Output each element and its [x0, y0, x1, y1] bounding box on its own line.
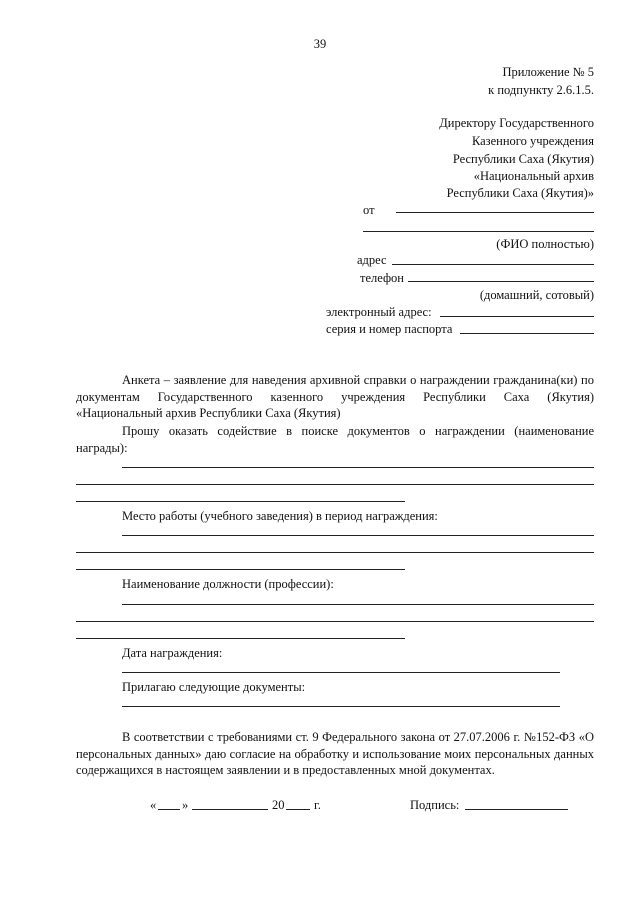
from-field[interactable] [396, 212, 594, 213]
workplace-field[interactable] [76, 569, 405, 570]
phone-field[interactable] [408, 281, 594, 282]
workplace-field[interactable] [76, 552, 594, 553]
award-name-field[interactable] [76, 484, 594, 485]
consent-text: В соответствии с требованиями ст. 9 Федерального закона от 27.07.2006 г. №152-ФЗ «О персональных данных» даю согласие на обработку и использование моих персональных данных содержащихся в настоящем заявлении и в предоставленных мной документах. [76, 730, 594, 777]
addressee-line: «Национальный архив [473, 169, 594, 183]
workplace-field[interactable] [122, 535, 594, 536]
from-label: от [363, 203, 375, 217]
form-intro: Анкета – заявление для наведения архивной справки о награждении гражданина(ки) по документам Государственного казенного учреждения Республики Саха (Якутия) «Национальный архив Республики Саха (Якутия) [76, 373, 594, 420]
year-suffix: г. [314, 798, 321, 812]
signature-label: Подпись: [410, 798, 460, 812]
award-date-label: Дата награждения: [122, 646, 223, 660]
email-field[interactable] [440, 316, 594, 317]
email-label: электронный адрес: [326, 305, 432, 319]
documents-label: Прилагаю следующие документы: [122, 680, 306, 694]
addressee-line: Казенного учреждения [471, 134, 594, 148]
documents-field[interactable] [122, 706, 560, 707]
year-prefix: 20 [272, 798, 285, 812]
appendix-title: Приложение № 5 [502, 65, 594, 79]
address-field[interactable] [392, 264, 594, 265]
addressee-line: Республики Саха (Якутия)» [446, 186, 594, 200]
award-name-field[interactable] [122, 467, 594, 468]
passport-label: серия и номер паспорта [326, 322, 453, 336]
date-open-quote: « [150, 798, 157, 812]
position-field[interactable] [76, 621, 594, 622]
date-close-quote: » [182, 798, 189, 812]
phone-label: телефон [360, 271, 404, 285]
address-label: адрес [357, 253, 387, 267]
month-field[interactable] [192, 809, 268, 810]
position-field[interactable] [122, 604, 594, 605]
fio-hint: (ФИО полностью) [496, 237, 594, 251]
addressee-line: Республики Саха (Якутия) [452, 152, 594, 166]
year-field[interactable] [286, 809, 310, 810]
page-number: 39 [313, 37, 327, 51]
position-label: Наименование должности (профессии): [122, 577, 334, 591]
signature-field[interactable] [465, 809, 568, 810]
addressee-line: Директору Государственного [439, 116, 594, 130]
award-request: Прошу оказать содействие в поиске документов о награждении (наименование награды): [76, 424, 594, 455]
day-field[interactable] [158, 809, 180, 810]
position-field[interactable] [76, 638, 405, 639]
appendix-subpoint: к подпункту 2.6.1.5. [488, 83, 594, 97]
award-name-field[interactable] [76, 501, 405, 502]
workplace-label: Место работы (учебного заведения) в период награждения: [122, 509, 438, 523]
from-field-second-line[interactable] [363, 231, 594, 232]
award-date-field[interactable] [122, 672, 560, 673]
passport-field[interactable] [460, 333, 594, 334]
phone-hint: (домашний, сотовый) [479, 288, 594, 302]
